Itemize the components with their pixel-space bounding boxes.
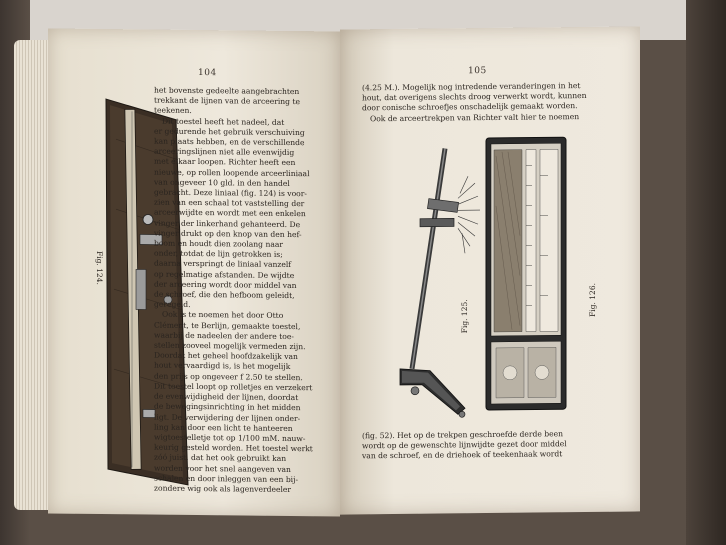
right-page [340,26,640,514]
text-line: teekenen. [154,105,192,116]
right-page-bottom-text [362,429,624,462]
text-line: de schroef, die den hefboom geleidt, [154,289,295,301]
text-line: op regelmatige afstanden. De wijdte [154,269,295,280]
page-edges [14,40,50,510]
text-line: den prijs op ongeveer f 2.50 te stellen. [154,371,303,382]
text-line: zondere wig ook als lagenverdeeler [154,483,292,494]
text-line: van ongeveer 10 gld. in den handel [154,177,290,188]
text-line: vinger der linkerhand gehanteerd. De [154,218,301,229]
text-line: zóó juist, dat het ook gebruikt kan [154,452,287,464]
text-line: nieuwe, op rollen loopende arceerliniaal [154,167,310,178]
text-line: arceeringslijnen niet alle evenwijdig [154,146,295,158]
text-line: der arceering wordt door middel van [154,279,297,290]
text-line: wordt op de gewenschte lijnwijdte gezet door middel [362,439,567,451]
right-page-top-text [362,81,624,125]
text-line: Ook is te noemen het door Otto [162,310,284,321]
text-line: keurig gesteld worden. Het toestel werkt [154,442,313,454]
text-line: Clément, te Berlijn, gemaakte toestel, [154,320,301,331]
text-line: ling kan door een licht te hanteeren [154,422,293,433]
text-line: er gedurende het gebruik verschuiving [154,126,305,137]
text-line: van de schroef, en de driehoek of teekenhaak wordt [362,449,563,461]
text-line: hout vervaardigd is, is het mogelijk [154,361,291,372]
figure-126-illustration [482,135,582,414]
text-line: boom en houdt dien zoolang naar [154,238,284,249]
text-line: (fig. 52). Het op de trekpen geschroefde derde been [362,429,563,441]
text-line: kan plaats hebben, en de verschillende [154,136,305,148]
text-line: (4.25 M.). Mogelijk nog intredende veranderingen in het [362,81,581,93]
text-line: Dit toestel heeft het nadeel, dat [162,116,285,127]
text-line: arceerwijdte en wordt met een enkelen [154,208,306,219]
text-line: Doordat het geheel hoofdzakelijk van [154,350,298,362]
text-line: worden voor het snel aangeven van [154,463,291,474]
text-line: het bovenste gedeelte aangebrachten [154,85,300,97]
text-line: waarbij de nadeelen der andere toe- [154,330,294,341]
figure-125-illustration [370,138,490,429]
text-line: stellen zooveel mogelijk vermeden zijn. [154,340,306,352]
text-line: Dit toestel loopt op rolletjes en verzekert [154,381,313,393]
text-line: de evenwijdigheid der lijnen, doordat [154,391,299,403]
left-page-text [154,86,330,496]
text-line: vinger drukt op den knop van den hef- [154,228,302,239]
text-line: gebracht. Deze liniaal (fig. 124) is voor- [154,187,307,199]
text-line: zien van een schaal tot vaststelling der [154,197,305,209]
left-page [48,28,340,516]
text-line: daarna verspringt de liniaal vanzelf [154,259,292,270]
text-line: hout, dat overigens slechts droog verwerkt wordt, kunnen [362,91,587,103]
page-number-right: 105 [468,66,487,77]
figure-125-label: Fig. 125. [460,299,469,334]
text-line: Ook de arceertrekpen van Richter valt hier te noemen [370,111,580,123]
text-line: ligt. De verwijdering der lijnen onder- [154,412,301,423]
text-line: schalen en door inleggen van een bij- [154,473,299,484]
text-line: onder, totdat de lijn getrokken is; [154,248,283,260]
text-line: trekkant de lijnen van de arceering te [154,95,300,107]
background-right [686,0,726,545]
text-line: door conische schroefjes onschadelijk gemaakt worden. [362,101,578,113]
figure-124-label: Fig. 124. [95,250,104,285]
text-line: met elkaar loopen. Richter heeft een [154,157,296,168]
figure-126-label: Fig. 126. [588,283,597,317]
text-line: geregeld. [154,299,191,310]
text-line: de bewegingsinrichting in het midden [154,401,301,413]
page-number-left: 104 [198,68,217,79]
text-line: wigtoestelletje tot op 1/100 mM. nauw- [154,432,306,444]
